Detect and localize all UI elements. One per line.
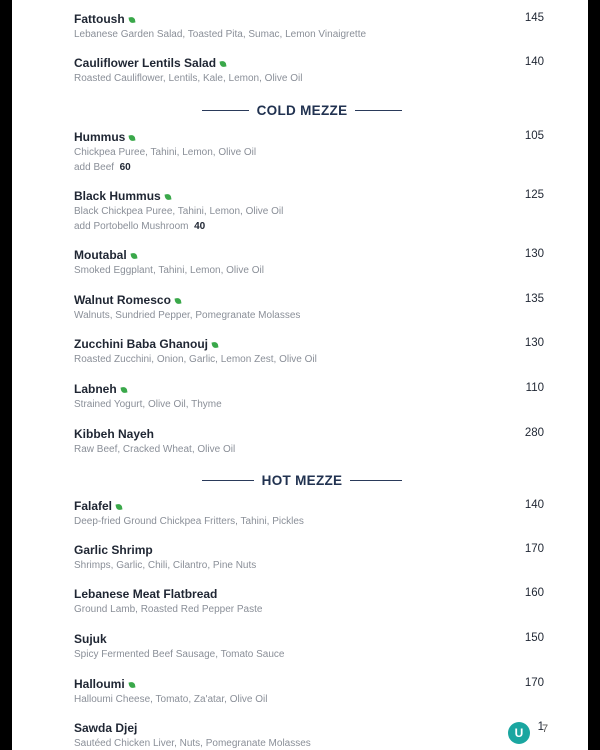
item-name: Cauliflower Lentils Salad	[74, 56, 217, 70]
item-description: Halloumi Cheese, Tomato, Za'atar, Olive Oil	[74, 694, 268, 705]
item-price: 135	[524, 293, 544, 305]
menu-item	[74, 721, 544, 750]
item-description: Raw Beef, Cracked Wheat, Olive Oil	[74, 444, 236, 455]
item-price: 145	[524, 12, 544, 24]
divider	[355, 110, 402, 111]
section-heading-cold-mezze	[202, 103, 402, 118]
vegetarian-leaf-icon	[129, 134, 136, 141]
item-name: Hummus	[74, 130, 126, 144]
item-description: Lebanese Garden Salad, Toasted Pita, Sumac, Lemon Vinaigrette	[74, 29, 367, 40]
vegetarian-leaf-icon	[164, 193, 171, 200]
menu-item	[74, 189, 544, 234]
item-name: Garlic Shrimp	[74, 543, 153, 557]
menu-item	[74, 382, 544, 412]
item-price: 170	[524, 543, 544, 555]
item-name: Fattoush	[74, 12, 125, 26]
vegetarian-leaf-icon	[120, 386, 127, 393]
item-description: Spicy Fermented Beef Sausage, Tomato Sauce	[74, 649, 285, 660]
item-name: Black Hummus	[74, 189, 161, 203]
menu-item	[74, 632, 544, 662]
menu-item	[74, 543, 544, 573]
vegetarian-leaf-icon	[174, 297, 181, 304]
item-price: 130	[524, 337, 544, 349]
vegetarian-leaf-icon	[130, 252, 137, 259]
item-price: 140	[524, 56, 544, 68]
addon-price: 60	[119, 162, 131, 173]
item-description: Ground Lamb, Roasted Red Pepper Paste	[74, 604, 263, 615]
item-addon	[74, 219, 544, 234]
item-description: Smoked Eggplant, Tahini, Lemon, Olive Oil	[74, 265, 264, 276]
item-price: 130	[524, 248, 544, 260]
item-description: Walnuts, Sundried Pepper, Pomegranate Molasses	[74, 310, 301, 321]
menu-item	[74, 130, 544, 175]
item-price: 170	[524, 677, 544, 689]
menu-item	[74, 677, 544, 707]
divider	[202, 480, 254, 481]
vegetarian-leaf-icon	[116, 503, 123, 510]
item-price: 280	[524, 427, 544, 439]
menu-item	[74, 12, 544, 42]
item-price: 105	[524, 130, 544, 142]
item-description: Strained Yogurt, Olive Oil, Thyme	[74, 399, 222, 410]
item-price: 140	[524, 499, 544, 511]
item-name: Kibbeh Nayeh	[74, 427, 155, 441]
item-name: Walnut Romesco	[74, 293, 171, 307]
menu-item	[74, 293, 544, 323]
addon-label: add Portobello Mushroom	[74, 221, 189, 232]
divider	[202, 110, 249, 111]
item-price: 150	[524, 632, 544, 644]
addon-price: 40	[194, 221, 206, 232]
vegetarian-leaf-icon	[220, 60, 227, 67]
edge-glyph: 7	[542, 723, 549, 735]
section-heading-hot-mezze	[202, 473, 402, 488]
menu-item	[74, 56, 544, 86]
item-description: Chickpea Puree, Tahini, Lemon, Olive Oil	[74, 147, 257, 158]
item-name: Lebanese Meat Flatbread	[74, 587, 218, 601]
menu-item	[74, 499, 544, 529]
item-name: Halloumi	[74, 677, 125, 691]
item-description: Roasted Cauliflower, Lentils, Kale, Lemon, Olive Oil	[74, 73, 303, 84]
item-description: Sautéed Chicken Liver, Nuts, Pomegranate Molasses	[74, 738, 311, 749]
item-price: 1	[537, 721, 544, 733]
item-description: Roasted Zucchini, Onion, Garlic, Lemon Zest, Olive Oil	[74, 354, 317, 365]
item-price: 160	[524, 587, 544, 599]
menu-item	[74, 587, 544, 617]
app-logo-badge[interactable]: U	[508, 722, 530, 744]
addon-label: add Beef	[74, 162, 115, 173]
item-name: Zucchini Baba Ghanouj	[74, 337, 209, 351]
vegetarian-leaf-icon	[128, 681, 135, 688]
section-title: HOT MEZZE	[261, 473, 343, 488]
section-title: COLD MEZZE	[256, 103, 348, 118]
menu-page	[12, 0, 588, 750]
item-name: Labneh	[74, 382, 117, 396]
item-name: Falafel	[74, 499, 113, 513]
vegetarian-leaf-icon	[212, 341, 219, 348]
item-price: 110	[525, 382, 544, 394]
item-name: Sujuk	[74, 632, 107, 646]
menu-item	[74, 248, 544, 278]
item-name: Sawda Djej	[74, 721, 138, 735]
item-description: Shrimps, Garlic, Chili, Cilantro, Pine Nuts	[74, 560, 257, 571]
menu-item	[74, 427, 544, 457]
item-price: 125	[524, 189, 544, 201]
item-description: Black Chickpea Puree, Tahini, Lemon, Olive Oil	[74, 206, 284, 217]
divider	[350, 480, 402, 481]
vegetarian-leaf-icon	[128, 16, 135, 23]
item-description: Deep-fried Ground Chickpea Fritters, Tahini, Pickles	[74, 516, 304, 527]
item-addon	[74, 160, 544, 175]
menu-item	[74, 337, 544, 367]
item-name: Moutabal	[74, 248, 127, 262]
